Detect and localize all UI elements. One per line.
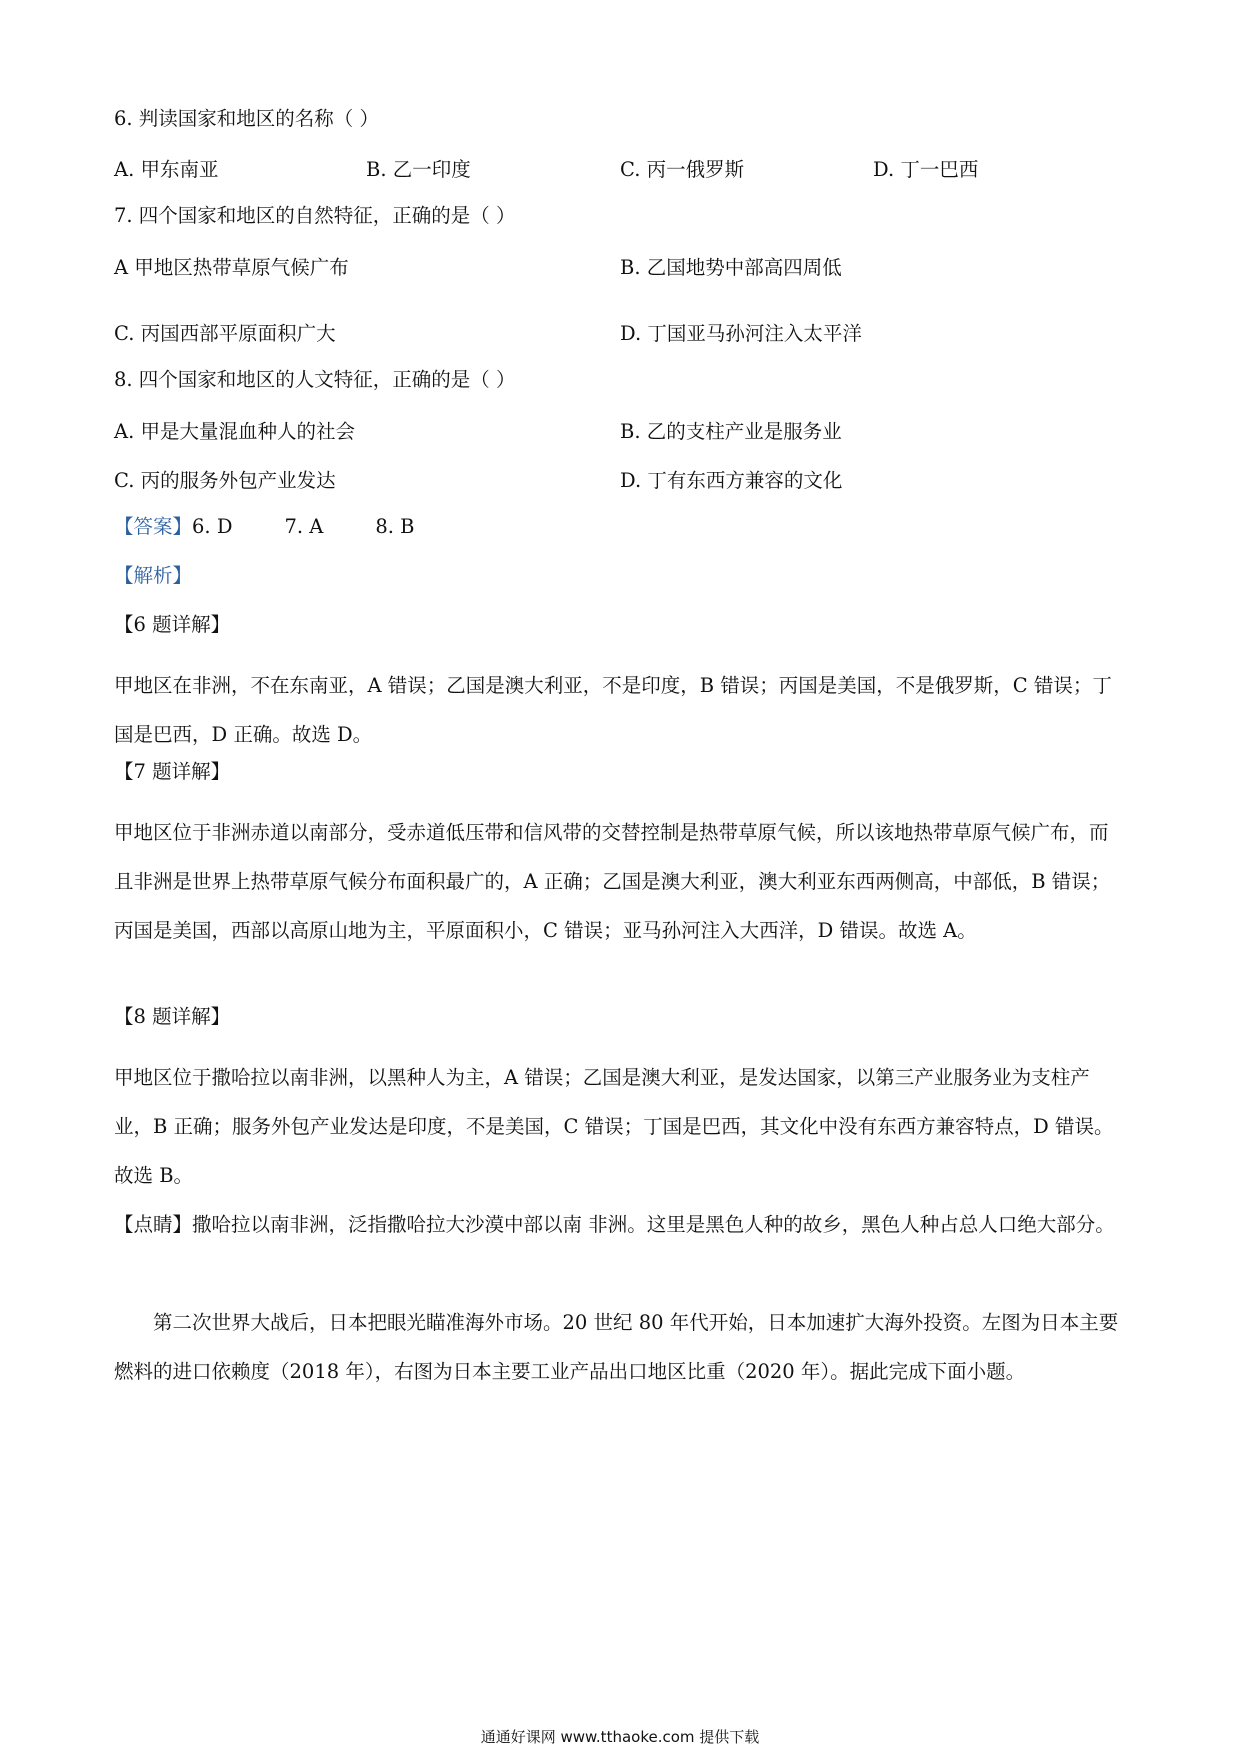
q8-option-a: A. 甲是大量混血种人的社会 bbox=[114, 420, 355, 443]
q8-option-d: D. 丁有东西方兼容的文化 bbox=[620, 469, 843, 492]
q8-option-c: C. 丙的服务外包产业发达 bbox=[114, 469, 336, 492]
q7-option-d: D. 丁国亚马孙河注入太平洋 bbox=[620, 322, 862, 345]
analysis-label: 【解析】 bbox=[114, 564, 193, 587]
answer-7: 7. A bbox=[284, 515, 324, 538]
detail-6-heading: 【6 题详解】 bbox=[114, 613, 231, 636]
footer-credit: 通通好课网 www.tthaoke.com 提供下载 bbox=[480, 1728, 760, 1746]
intro-paragraph: 第二次世界大战后，日本把眼光瞄准海外市场。20 世纪 80 年代开始，日本加速扩大海外投资。左图为日本主要燃料的进口依赖度（2018 年），右图为日本主要工业产品出口地区比重（2020 年）。据此完成下面小题。 bbox=[114, 1311, 1119, 1383]
answer-line bbox=[114, 514, 415, 540]
q7-option-c: C. 丙国西部平原面积广大 bbox=[114, 322, 336, 345]
note-label: 【点睛】 bbox=[114, 1213, 193, 1236]
q8-option-b: B. 乙的支柱产业是服务业 bbox=[620, 420, 842, 443]
q6-option-c: C. 丙一俄罗斯 bbox=[620, 158, 745, 181]
note-paragraph bbox=[114, 1200, 1120, 1249]
question-8-stem: 8. 四个国家和地区的人文特征，正确的是（ ） bbox=[114, 368, 516, 391]
detail-6-text: 甲地区在非洲，不在东南亚，A 错误；乙国是澳大利亚，不是印度，B 错误；丙国是美国，不是俄罗斯，C 错误；丁国是巴西，D 正确。故选 D。 bbox=[114, 674, 1112, 746]
q7-option-b: B. 乙国地势中部高四周低 bbox=[620, 256, 842, 279]
answer-6: 6. D bbox=[192, 515, 233, 538]
q6-option-a: A. 甲东南亚 bbox=[114, 158, 219, 181]
answer-label: 【答案】 bbox=[114, 515, 193, 538]
q7-option-a: A 甲地区热带草原气候广布 bbox=[114, 256, 349, 279]
detail-8-text: 甲地区位于撒哈拉以南非洲，以黑种人为主，A 错误；乙国是澳大利亚，是发达国家，以第三产业服务业为支柱产业，B 正确；服务外包产业发达是印度，不是美国，C 错误；丁国是巴西，其文化中没有东西方兼容特点，D 错误。故选 B。 bbox=[114, 1066, 1114, 1187]
detail-8-heading: 【8 题详解】 bbox=[114, 1005, 231, 1028]
question-6-stem: 6. 判读国家和地区的名称（ ） bbox=[114, 107, 380, 130]
q6-option-b: B. 乙一印度 bbox=[366, 158, 471, 181]
question-7-stem: 7. 四个国家和地区的自然特征，正确的是（ ） bbox=[114, 204, 516, 227]
answer-8: 8. B bbox=[375, 515, 415, 538]
detail-7-text: 甲地区位于非洲赤道以南部分，受赤道低压带和信风带的交替控制是热带草原气候，所以该地热带草原气候广布，而且非洲是世界上热带草原气候分布面积最广的，A 正确；乙国是澳大利亚，澳大利亚东西两侧高，中部低，B 错误；丙国是美国，西部以高原山地为主，平原面积小，C 错误；亚马孙河注入大西洋，D 错误。故选 A。 bbox=[114, 821, 1111, 942]
detail-7-heading: 【7 题详解】 bbox=[114, 760, 231, 783]
note-text: 撒哈拉以南非洲，泛指撒哈拉大沙漠中部以南 非洲。这里是黑色人种的故乡，黑色人种占总人口绝大部分。 bbox=[192, 1213, 1115, 1236]
q6-option-d: D. 丁一巴西 bbox=[873, 158, 979, 181]
